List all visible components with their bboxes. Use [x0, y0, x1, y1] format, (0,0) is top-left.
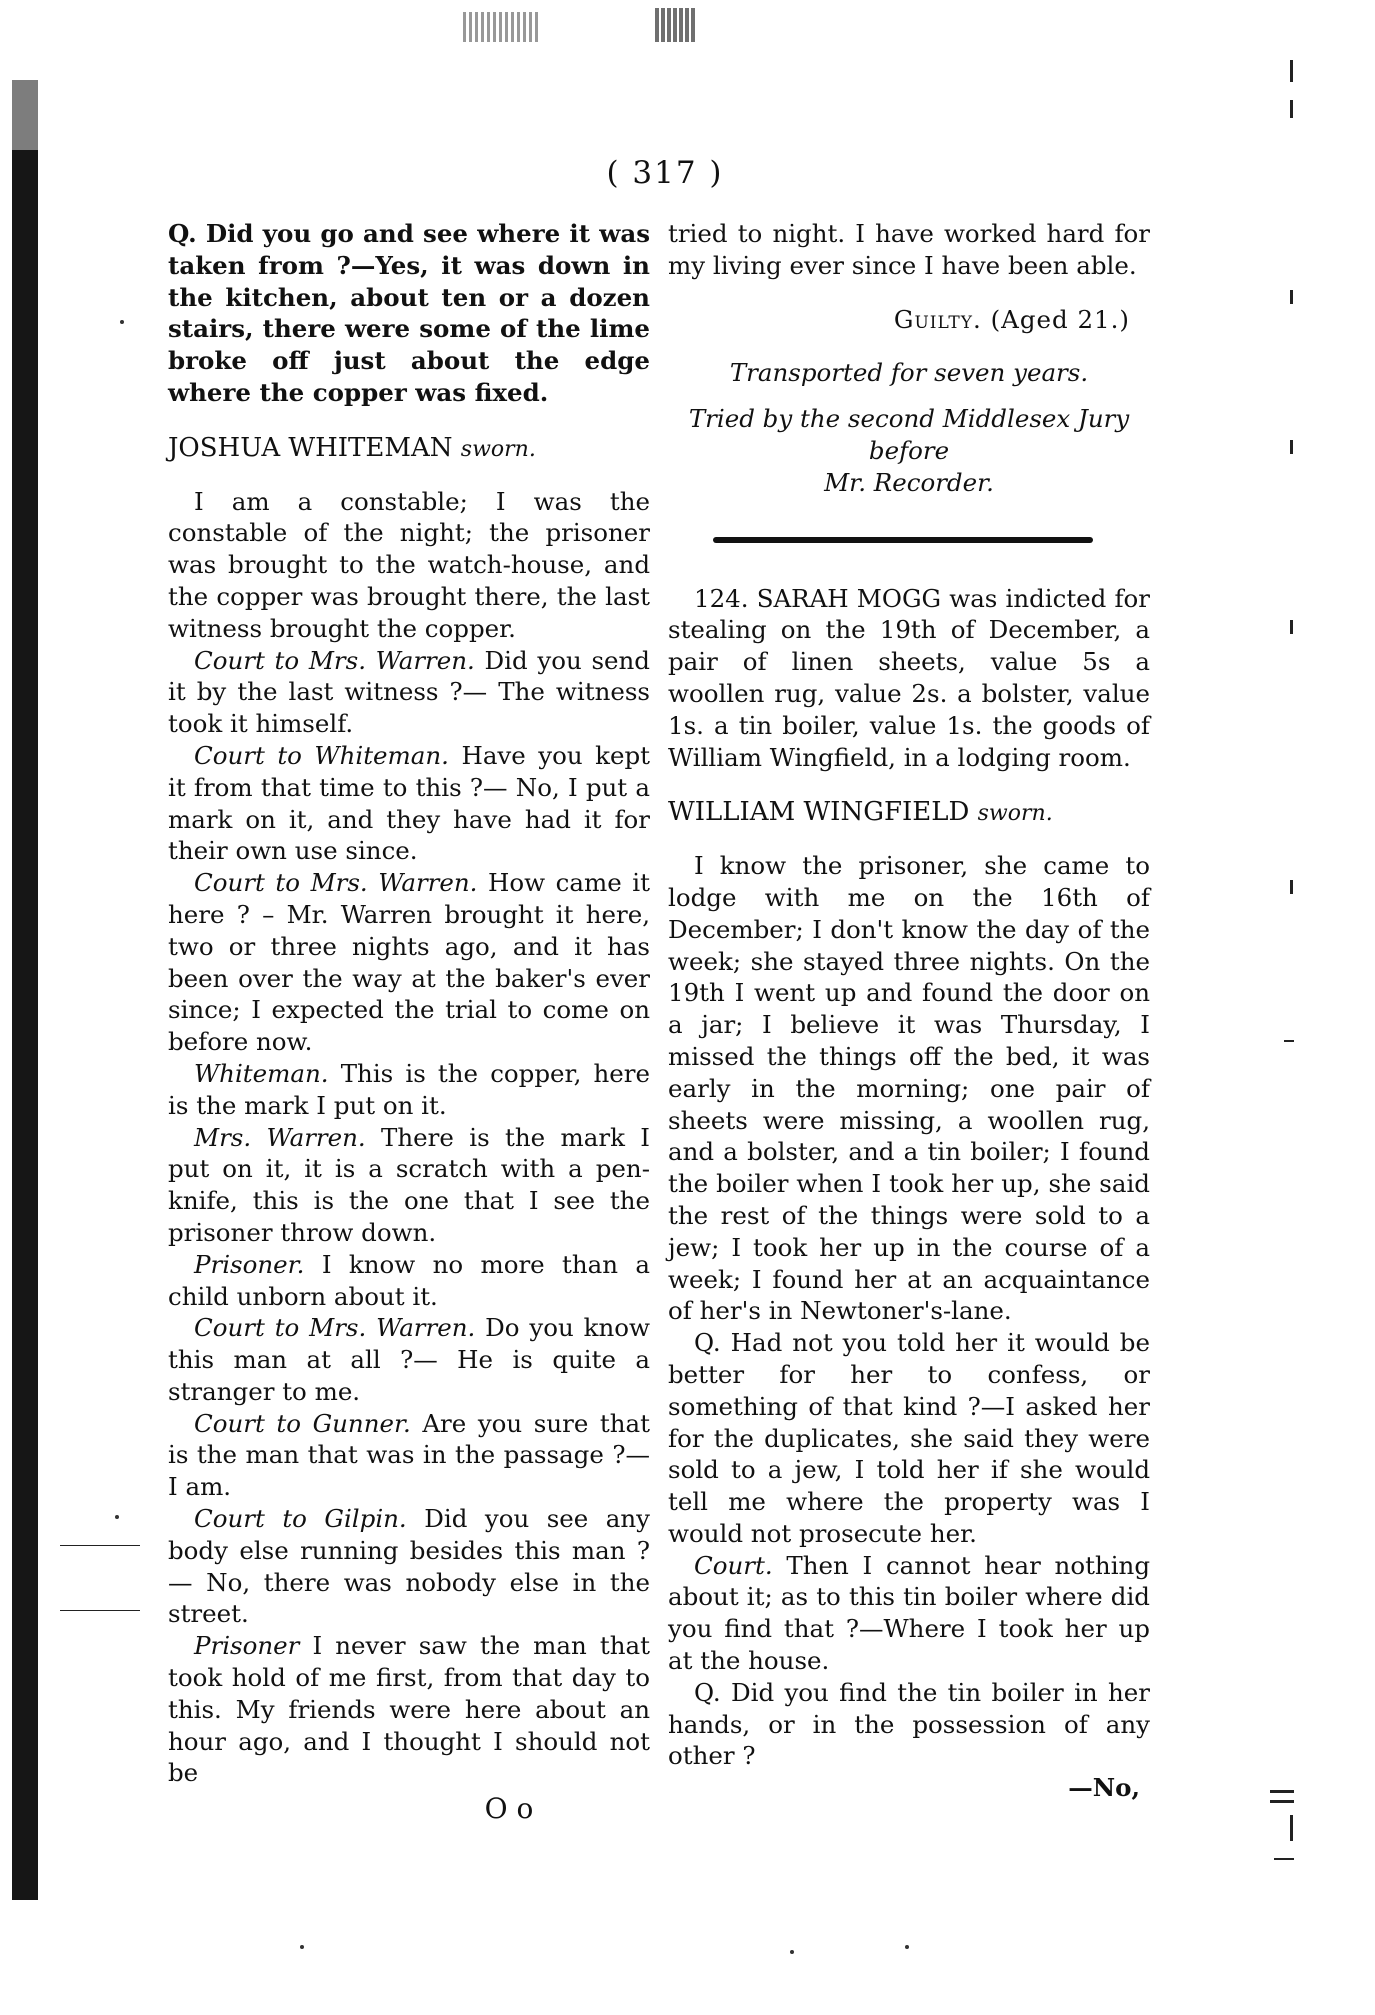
- testimony-text: Are you sure that is the man that was in the passage ?— I am.: [168, 1408, 650, 1502]
- speaker-label: Court to Gilpin.: [194, 1504, 407, 1534]
- scan-binding-edge-top: [12, 80, 38, 150]
- scan-speck: [115, 1515, 119, 1519]
- testimony-paragraph: Q. Did you find the tin boiler in her hands, or in the possession of any other ?: [668, 1677, 1150, 1771]
- testimony-paragraph: [168, 1312, 650, 1407]
- testimony-paragraph: [168, 1503, 650, 1630]
- testimony-text: Did you send it by the last witness ?— The witness took it himself.: [168, 645, 650, 739]
- scan-artifact-mark: [1290, 440, 1293, 454]
- testimony-text: Then I cannot hear nothing about it; as to this tin boiler where did you find that ?—Where I took her up at the house.: [668, 1550, 1150, 1676]
- scan-speck: [790, 1950, 794, 1954]
- sworn-label: sworn.: [977, 801, 1053, 827]
- testimony-paragraph: tried to night. I have worked hard for my living ever since I have been able.: [668, 219, 1150, 280]
- scan-artifact-mark: [60, 1545, 140, 1546]
- scan-artifact-mark: [1270, 1790, 1294, 1793]
- judge-name: Mr. Recorder.: [824, 467, 994, 497]
- witness-heading: [168, 433, 650, 466]
- testimony-paragraph: [668, 1550, 1150, 1677]
- testimony-paragraph: Q. Had not you told her it would be better for her to confess, or something of that kind ?—I asked her for the duplicates, she said they were sold to a jew, I told her if she would tell me where the property was I would not prosecute her.: [668, 1328, 1150, 1548]
- scan-artifact-mark: [1270, 1800, 1294, 1803]
- testimony-text: I know no more than a child unborn about it.: [168, 1249, 650, 1311]
- speaker-label: Court to Mrs. Warren.: [194, 1313, 476, 1343]
- case-paragraph: [668, 583, 1150, 774]
- testimony-paragraph: [168, 645, 650, 740]
- testimony-paragraph: I am a constable; I was the constable of the night; the prisoner was brought to the watch-house, and the copper was brought there, the last witness brought the copper.: [168, 486, 650, 643]
- testimony-paragraph: [168, 740, 650, 867]
- speaker-label: Whiteman.: [194, 1058, 329, 1088]
- question-paragraph: Q. Did you go and see where it was taken from ?—Yes, it was down in the kitchen, about ten or a dozen stairs, there were some of the lime broke off just about the edge where the copper was fixed.: [168, 219, 650, 407]
- scan-artifact-mark: [1290, 1815, 1293, 1841]
- speaker-label: Court to Whiteman.: [194, 740, 449, 770]
- witness-heading: [668, 797, 1150, 830]
- tried-by-judge: [668, 467, 1150, 499]
- speaker-label: Mrs. Warren.: [194, 1122, 366, 1152]
- scan-artifact-mark: [1284, 1040, 1294, 1042]
- speaker-label: Court to Mrs. Warren.: [194, 645, 475, 675]
- speaker-label: Court.: [694, 1550, 773, 1580]
- testimony-paragraph: [168, 867, 650, 1058]
- testimony-text: Do you know this man at all ?— He is quite a stranger to me.: [168, 1313, 650, 1406]
- testimony-text: How came it here ? – Mr. Warren brought it here, two or three nights ago, and it has been over the way at the baker's ever since; I expected the trial to come on before now.: [168, 868, 650, 1057]
- speaker-label: Prisoner.: [194, 1249, 305, 1279]
- testimony-paragraph: [168, 1408, 650, 1503]
- testimony-text: Did you see any body else running besides this man ?— No, there was nobody else in the street.: [168, 1504, 650, 1629]
- page-number: ( 317 ): [606, 155, 724, 191]
- testimony-paragraph: [168, 1249, 650, 1313]
- verdict-line: [668, 304, 1150, 336]
- scan-artifact-mark: [1290, 620, 1293, 634]
- witness-name: WILLIAM WINGFIELD: [668, 797, 970, 828]
- scan-speck: [120, 320, 124, 324]
- sentence-line: Transported for seven years.: [729, 358, 1089, 388]
- left-column: [168, 218, 650, 1825]
- scan-artifact-mark: [1290, 290, 1293, 304]
- testimony-paragraph: I know the prisoner, she came to lodge with me on the 16th of December; I don't know the day of the week; she stayed three nights. On the 19th I went up and found the door on a jar; I believe it was Thursday, I missed the things off the bed, it was early in the morning; one pair of sheets were missing, a woollen rug, and a bolster, and a tin boiler; I found the boiler when I took her up, she said the rest of the things were sold to a jew; I took her up in the course of a week; I found her at an acquaintance of her's in Newtoner's-lane.: [668, 851, 1150, 1326]
- case-number: 124.: [694, 583, 749, 613]
- testimony-paragraph: [168, 1058, 650, 1122]
- scan-binding-edge: [12, 80, 38, 1900]
- defendant-name: SARAH MOGG: [756, 583, 942, 613]
- tried-by-line: Tried by the second Middlesex Jury before: [688, 404, 1130, 465]
- scan-speck: [300, 1945, 304, 1949]
- scan-artifact-mark: [1274, 1858, 1294, 1860]
- indictment-text: was indicted for stealing on the 19th of December, a pair of linen sheets, value 5s a woollen rug, value 2s. a bolster, value 1s. a tin boiler, value 1s. the goods of William Wingfield, in a lodging room.: [668, 583, 1151, 772]
- catchword: —No,: [1068, 1773, 1140, 1803]
- testimony-paragraph: [168, 1122, 650, 1249]
- scan-artifact-mark: [1290, 60, 1293, 82]
- speaker-label: Court to Mrs. Warren.: [194, 868, 478, 898]
- testimony-text: There is the mark I put on it, it is a scratch with a pen-knife, this is the one that I see the prisoner throw down.: [168, 1122, 650, 1247]
- scan-artifact-mark: [1290, 880, 1293, 894]
- verdict-word: Guilty.: [893, 304, 982, 334]
- testimony-text: I never saw the man that took hold of me first, from that day to this. My friends were here about an hour ago, and I thought I should not be: [168, 1631, 650, 1788]
- testimony-text: This is the copper, here is the mark I put on it.: [168, 1058, 650, 1120]
- scan-artifact-stub: [463, 12, 538, 42]
- testimony-text: Have you kept it from that time to this ?— No, I put a mark on it, and they have had it for their own use since.: [168, 740, 650, 866]
- sworn-label: sworn.: [460, 436, 536, 462]
- verdict-age: (Aged 21.): [990, 304, 1130, 334]
- testimony-paragraph: [168, 1630, 650, 1789]
- signature-mark: O o: [484, 1792, 534, 1826]
- right-column: [668, 218, 1150, 1804]
- scan-artifact-mark: [1290, 100, 1293, 118]
- scan-artifact-mark: [60, 1610, 140, 1611]
- scan-artifact-stub: [655, 8, 695, 42]
- speaker-label: Court to Gunner.: [194, 1408, 411, 1438]
- speaker-label: Prisoner: [194, 1631, 300, 1661]
- witness-name: JOSHUA WHITEMAN: [168, 432, 453, 463]
- scan-speck: [905, 1945, 909, 1949]
- section-divider: [713, 537, 1093, 543]
